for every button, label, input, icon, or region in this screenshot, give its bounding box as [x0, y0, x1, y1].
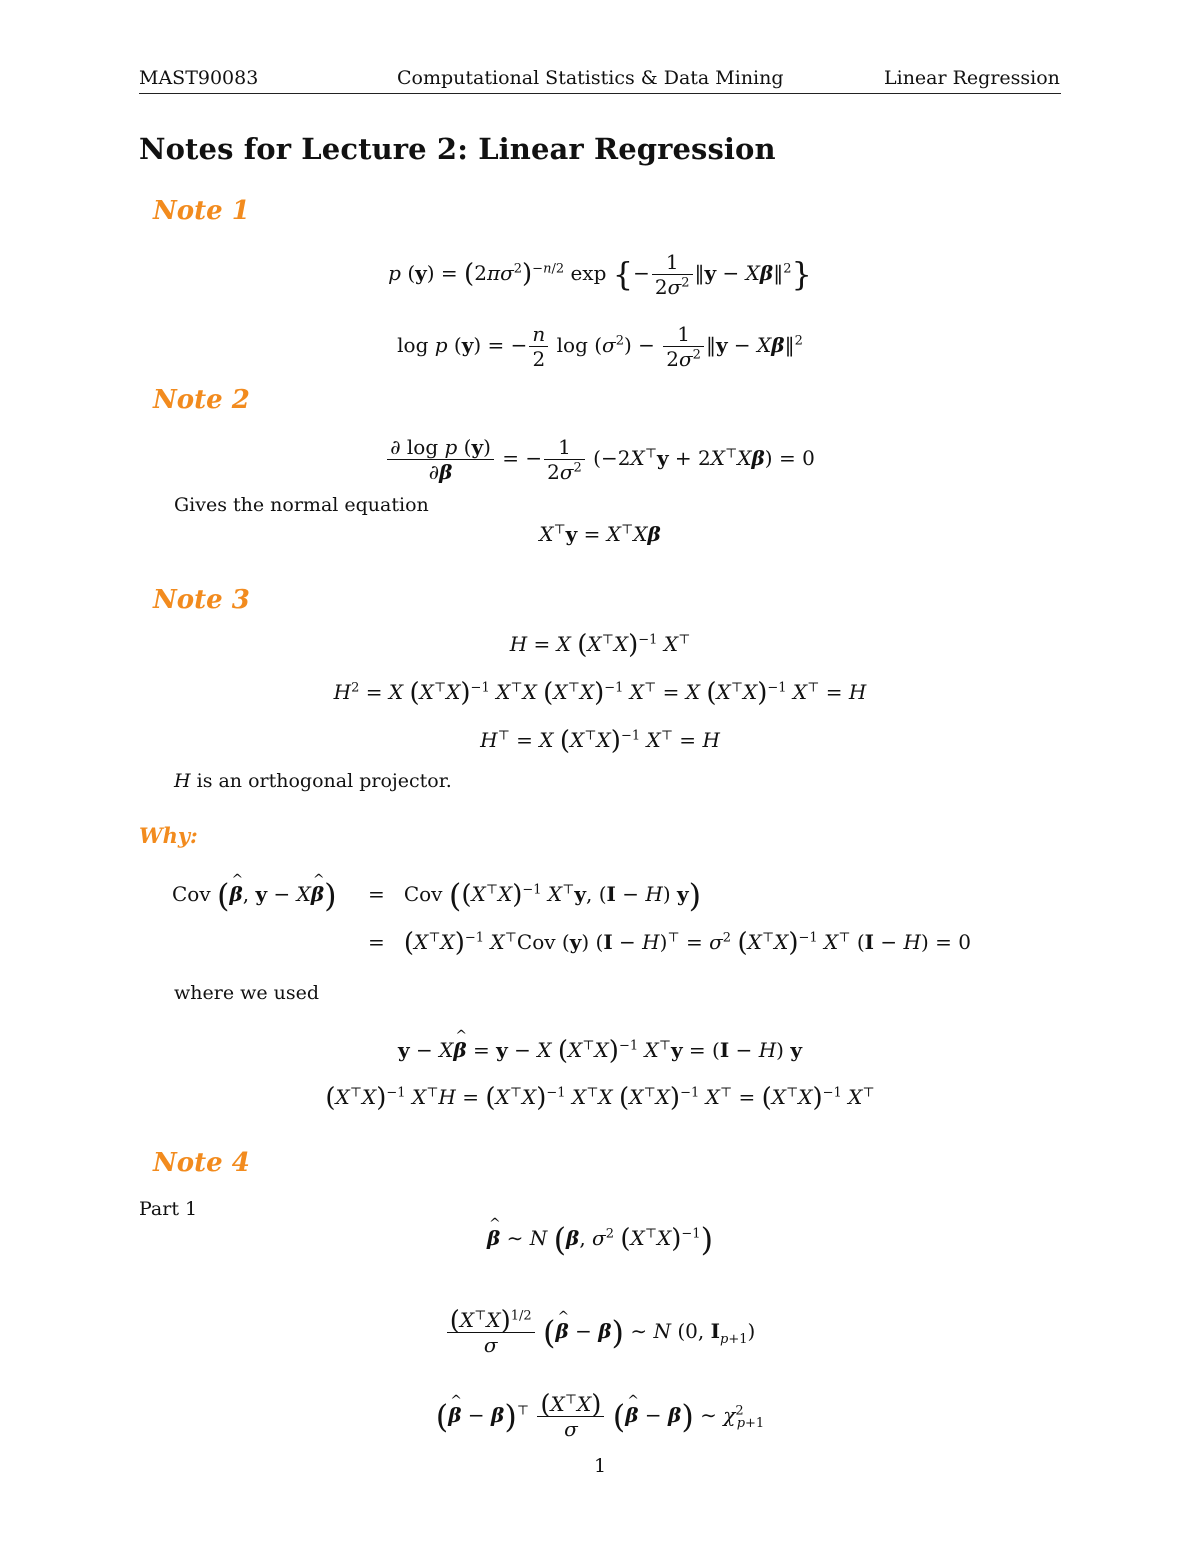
where-used-text: where we used — [174, 982, 320, 1004]
equation-residual: y − X^ β = y − X $(X^⊤X)^{-1}$ X⊤y = (I − H) y — [0, 1036, 1200, 1064]
equation-cov-line2: = $(X^⊤X)^{-1}$ X⊤Cov (y) $(I - H)^⊤ = \sigma^2$ $(X^⊤X)^{-1}$ X⊤ (I − H) = 0 — [368, 928, 971, 958]
equation-cov-lhs: Cov (^ β, y − X^ β) — [172, 880, 337, 908]
equation-normal: X⊤y = X⊤Xβ — [539, 522, 661, 546]
equation-projection-identity: $(X^⊤X)^{-1}$ $X^⊤H = (X^⊤X)^{-1}$ X⊤X $(X^⊤X)^{-1}$ $X^⊤ = (X^⊤X)^{-1}$ X⊤ — [325, 1083, 875, 1113]
part-1-label: Part 1 — [139, 1198, 198, 1220]
projector-statement — [174, 770, 452, 792]
equation-likelihood: p $(y) = (2\pi\sigma^2)^{-n/2}$ exp {− $\frac{1}{2\sigma^2}$ ‖y − Xβ‖$^2$} — [388, 250, 812, 299]
equation-hat-idempotent: $H^2 = X$ $(X^⊤X)^{-1}$ X⊤X $(X^⊤X)^{-1}$ X⊤ = X $(X^⊤X)^{-1}$ X⊤ = H — [333, 678, 867, 708]
note-1-heading: Note 1 — [153, 196, 250, 226]
page-title: Notes for Lecture 2: Linear Regression — [139, 132, 776, 166]
note-4-heading: Note 4 — [153, 1148, 250, 1178]
header-course-code: MAST90083 — [139, 67, 259, 89]
note-2-heading: Note 2 — [153, 385, 250, 415]
equation-chi-square: (^ β − β)⊤ $\frac{(X^⊤X)}{\sigma}$ (^ β − β) ∼ $\chi^2_{p+1}$ — [0, 1392, 1200, 1441]
equation-hat-symmetric: H⊤ = X $(X^⊤X)^{-1}$ X⊤ = H — [480, 726, 720, 756]
header-course-title: Computational Statistics & Data Mining — [397, 67, 784, 89]
note-3-heading: Note 3 — [153, 585, 250, 615]
equation-beta-distribution: ^ β ∼ N (β, $\sigma^2$ $(X^⊤X)^{-1}$) — [0, 1224, 1200, 1252]
why-heading: Why: — [139, 823, 198, 848]
normal-equation-intro: Gives the normal equation — [174, 494, 429, 516]
header-topic: Linear Regression — [884, 67, 1060, 89]
header-rule — [139, 93, 1061, 94]
equation-hat-matrix: H = X $(X^⊤X)^{-1}$ X⊤ — [509, 630, 691, 660]
page-number: 1 — [593, 1455, 607, 1477]
projector-text: is an orthogonal projector. — [190, 770, 452, 792]
equation-cov-line1: = Cov ($(X^⊤X)^{-1}$ X⊤y, (I − H) y) — [368, 876, 702, 915]
equation-standardized: $\frac{(X^⊤X)^{1/2}}{\sigma}$ (^ β − β) ∼ N (0, $I_{p+1}$) — [0, 1308, 1200, 1357]
equation-log-likelihood: log p (y) = − $\frac{n}{2}$ $\log (\sigma^2)$ − $\frac{1}{2\sigma^2}$ ‖y − Xβ‖$^2$ — [397, 322, 803, 371]
equation-derivative: $\frac{\text{∂ log p (y)}}{\partial\beta}$ = − $\frac{1}{2\sigma^2}$ (−2X⊤y + 2X⊤Xβ) = 0 — [0, 435, 1200, 484]
projector-symbol: H — [174, 770, 191, 792]
